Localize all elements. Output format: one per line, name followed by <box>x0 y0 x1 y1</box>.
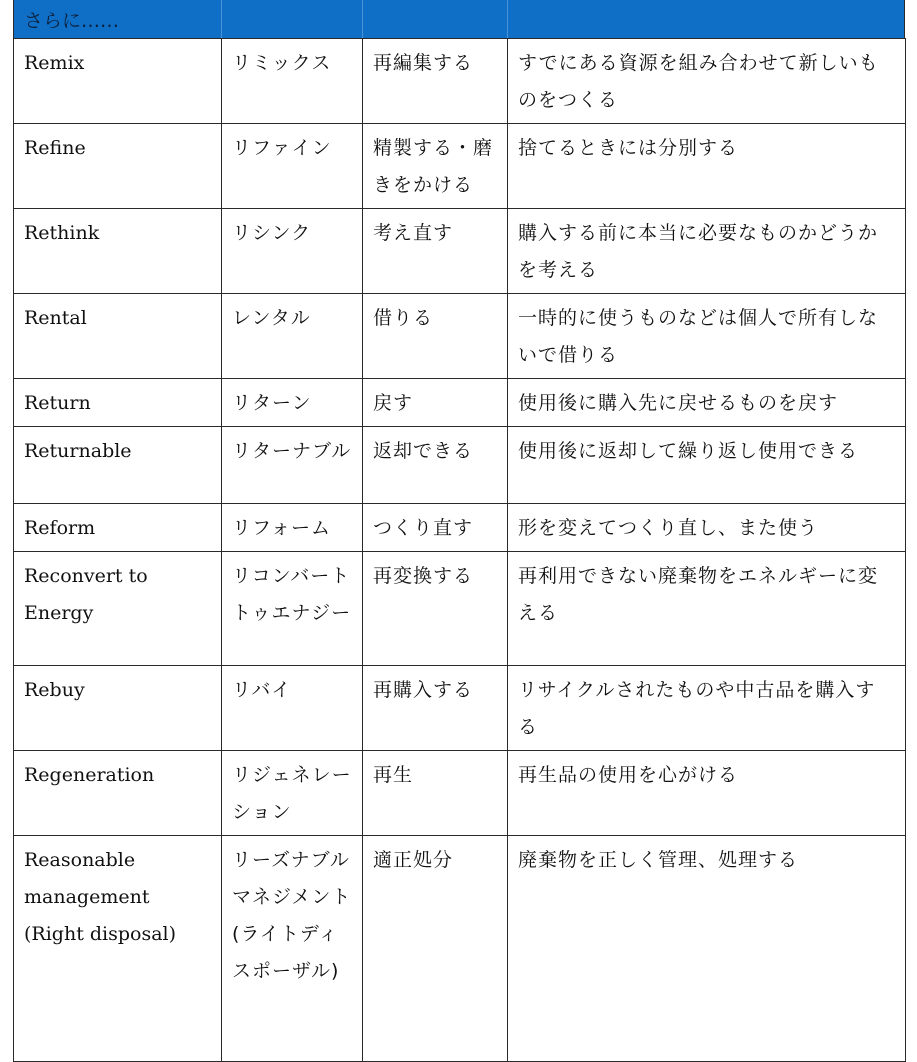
term-meaning: 再編集する <box>363 39 508 124</box>
term-katakana: リーズナブルマネジメント(ライトディスポーザル) <box>222 836 363 1062</box>
table-row <box>14 666 906 751</box>
term-meaning: 借りる <box>363 294 508 379</box>
r-words-table <box>13 38 906 1062</box>
term-english: Return <box>14 379 222 427</box>
table-row <box>14 39 906 124</box>
term-english: Reform <box>14 504 222 552</box>
term-description: すでにある資源を組み合わせて新しいものをつくる <box>508 39 906 124</box>
term-katakana: レンタル <box>222 294 363 379</box>
term-katakana: リミックス <box>222 39 363 124</box>
term-english: Returnable <box>14 427 222 504</box>
term-katakana: リバイ <box>222 666 363 751</box>
term-english: Rethink <box>14 209 222 294</box>
term-description: 再利用できない廃棄物をエネルギーに変える <box>508 552 906 666</box>
term-description: 捨てるときには分別する <box>508 124 906 209</box>
term-description: 購入する前に本当に必要なものかどうかを考える <box>508 209 906 294</box>
term-meaning: 再生 <box>363 751 508 836</box>
term-english: Rental <box>14 294 222 379</box>
term-description: 使用後に返却して繰り返し使用できる <box>508 427 906 504</box>
term-meaning: 返却できる <box>363 427 508 504</box>
term-meaning: 考え直す <box>363 209 508 294</box>
term-english: Reasonable management (Right disposal) <box>14 836 222 1062</box>
term-meaning: 精製する・磨きをかける <box>363 124 508 209</box>
term-katakana: リシンク <box>222 209 363 294</box>
term-english: Remix <box>14 39 222 124</box>
section-title-bar <box>13 0 905 38</box>
term-meaning: つくり直す <box>363 504 508 552</box>
term-katakana: リファイン <box>222 124 363 209</box>
term-english: Refine <box>14 124 222 209</box>
term-katakana: リジェネレーション <box>222 751 363 836</box>
table-row <box>14 379 906 427</box>
table-row <box>14 294 906 379</box>
term-meaning: 再変換する <box>363 552 508 666</box>
document-sheet <box>13 0 905 1062</box>
term-katakana: リターナブル <box>222 427 363 504</box>
term-katakana: リフォーム <box>222 504 363 552</box>
term-meaning: 適正処分 <box>363 836 508 1062</box>
term-description: リサイクルされたものや中古品を購入する <box>508 666 906 751</box>
term-english: Regeneration <box>14 751 222 836</box>
table-row <box>14 751 906 836</box>
term-description: 廃棄物を正しく管理、処理する <box>508 836 906 1062</box>
term-description: 再生品の使用を心がける <box>508 751 906 836</box>
term-katakana: リコンバートトゥエナジー <box>222 552 363 666</box>
term-meaning: 再購入する <box>363 666 508 751</box>
section-title: さらに…… <box>24 10 120 32</box>
term-description: 一時的に使うものなどは個人で所有しないで借りる <box>508 294 906 379</box>
term-meaning: 戻す <box>363 379 508 427</box>
term-katakana: リターン <box>222 379 363 427</box>
term-description: 形を変えてつくり直し、また使う <box>508 504 906 552</box>
table-row <box>14 124 906 209</box>
table-row <box>14 504 906 552</box>
table-row <box>14 552 906 666</box>
term-description: 使用後に購入先に戻せるものを戻す <box>508 379 906 427</box>
term-english: Reconvert to Energy <box>14 552 222 666</box>
table-row <box>14 836 906 1062</box>
term-english: Rebuy <box>14 666 222 751</box>
table-row <box>14 209 906 294</box>
table-row <box>14 427 906 504</box>
